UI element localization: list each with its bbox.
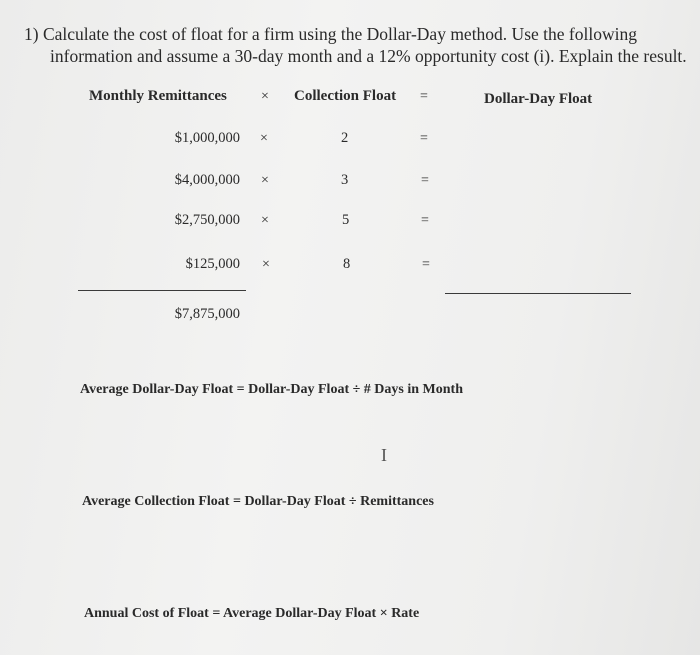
formula-average-collection-float: Average Collection Float = Dollar-Day Float ÷ Remittances (82, 494, 434, 509)
total-remittances: $7,875,000 (174, 306, 240, 322)
row-4-equals: = (422, 257, 430, 272)
row-2-equals: = (421, 173, 429, 188)
row-3-remittance: $2,750,000 (174, 212, 240, 228)
row-1-times: × (260, 131, 268, 146)
question-line-1: 1) Calculate the cost of float for a firm using the Dollar-Day method. Use the following (24, 24, 637, 44)
dollar-day-total-rule (445, 293, 631, 294)
row-3-float: 5 (342, 212, 350, 228)
row-1-remittance: $1,000,000 (174, 130, 240, 146)
row-3-times: × (261, 213, 269, 228)
header-equals-sign: = (420, 89, 428, 104)
row-2-remittance: $4,000,000 (174, 172, 240, 188)
question-line-2: information and assume a 30-day month and a 12% opportunity cost (i). Explain the result. (50, 46, 687, 66)
row-2-float: 3 (341, 172, 349, 188)
formula-average-dollar-day-float: Average Dollar-Day Float = Dollar-Day Float ÷ # Days in Month (80, 382, 463, 397)
row-4-float: 8 (343, 256, 351, 272)
header-collection-float: Collection Float (294, 88, 397, 104)
text-cursor-icon: I (381, 445, 387, 465)
formula-annual-cost-of-float: Annual Cost of Float = Average Dollar-Day Float × Rate (84, 606, 420, 621)
row-2-times: × (261, 173, 269, 188)
header-dollar-day-float: Dollar-Day Float (484, 91, 593, 107)
row-1-float: 2 (341, 130, 349, 146)
row-3-equals: = (421, 213, 429, 228)
header-times-sign: × (261, 89, 269, 104)
row-4-remittance: $125,000 (185, 256, 240, 272)
row-4-times: × (262, 257, 270, 272)
remittances-total-rule (78, 290, 246, 291)
row-1-equals: = (420, 131, 428, 146)
header-monthly-remittances: Monthly Remittances (89, 88, 227, 104)
